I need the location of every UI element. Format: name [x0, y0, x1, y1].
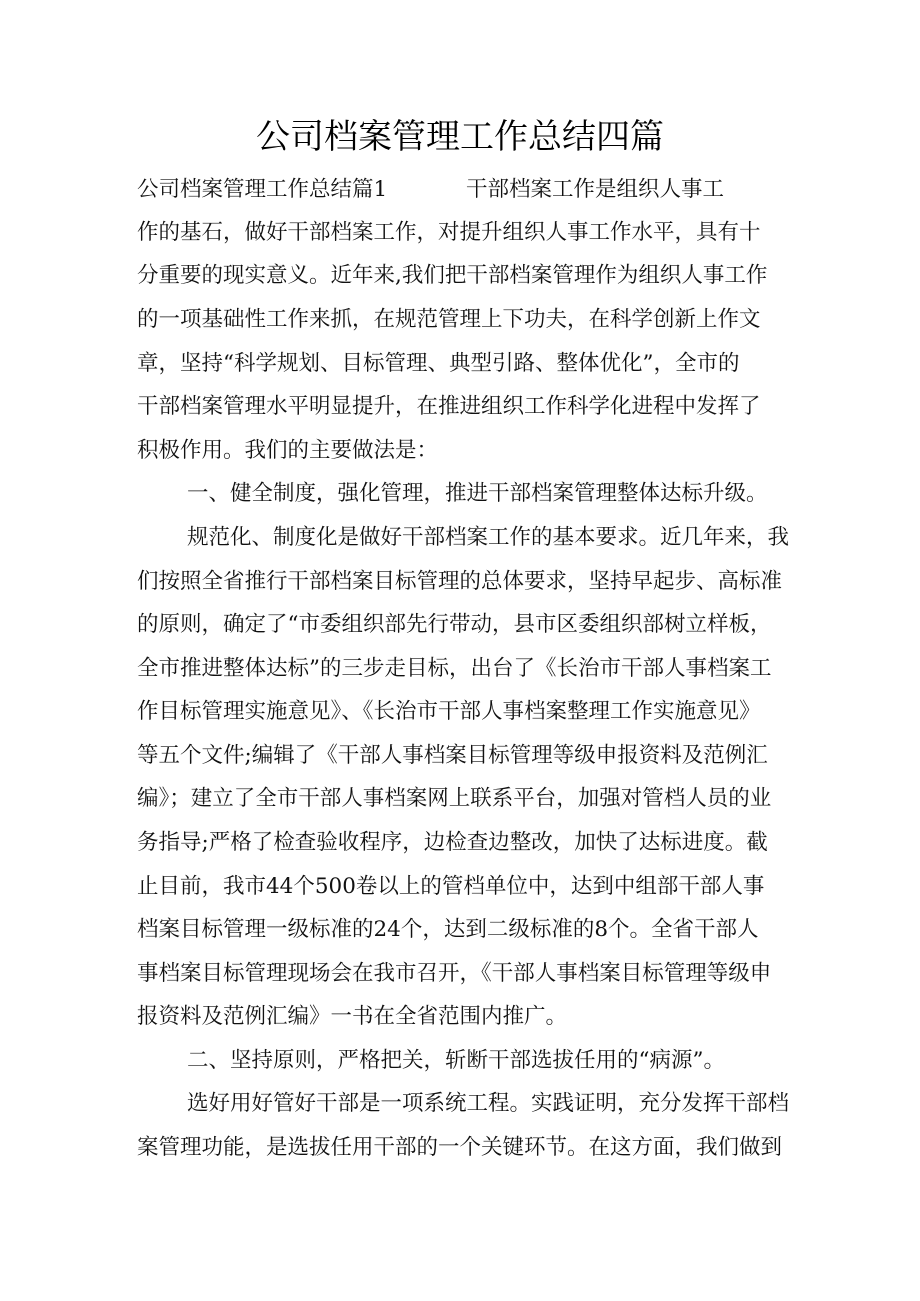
paragraph-line: 等五个文件;编辑了《干部人事档案目标管理等级申报资料及范例汇: [137, 743, 768, 768]
paragraph-line: 的原则，确定了“市委组织部先行带动，县市区委组织部树立样板，: [137, 612, 772, 637]
paragraph-line: 止目前，我市44个500卷以上的管档单位中，达到中组部干部人事: [137, 874, 765, 899]
paragraph-line: 积极作用。我们的主要做法是：: [137, 438, 439, 463]
paragraph-line: 作的基石，做好干部档案工作，对提升组织人事工作水平，具有十: [137, 220, 761, 245]
paragraph-line: 作目标管理实施意见》、《长治市干部人事档案整理工作实施意见》: [137, 699, 761, 724]
paragraph-line: 的一项基础性工作来抓，在规范管理上下功夫，在科学创新上作文: [137, 307, 761, 332]
paragraph-line: 报资料及范例汇编》一书在全省范围内推广。: [137, 1004, 568, 1029]
document-title: 公司档案管理工作总结四篇: [256, 117, 664, 157]
paragraph-line: 案管理功能，是选拔任用干部的一个关键环节。在这方面，我们做到: [137, 1135, 783, 1160]
paragraph-line: 档案目标管理一级标准的24个，达到二级标准的8个。全省干部人: [137, 917, 759, 942]
section-heading-two: 二、坚持原则，严格把关，斩断干部选拔任用的“病源”。: [187, 1048, 725, 1073]
paragraph-line: 分重要的现实意义。近年来,我们把干部档案管理作为组织人事工作: [137, 263, 768, 288]
section-heading-one: 一、健全制度，强化管理，推进干部档案管理整体达标升级。: [187, 481, 768, 506]
paragraph-line: 全市推进整体达标”的三步走目标，出台了《长治市干部人事档案工: [137, 656, 772, 681]
paragraph-line: 规范化、制度化是做好干部档案工作的基本要求。近几年来，我: [187, 525, 790, 550]
paragraph-line: 章，坚持“科学规划、目标管理、典型引路、整体优化”，全市的: [137, 351, 740, 376]
section-heading: 公司档案管理工作总结篇1: [137, 177, 388, 202]
paragraph-line: 务指导;严格了检查验收程序，边检查边整改，加快了达标进度。截: [137, 830, 768, 855]
paragraph-line: 选好用好管好干部是一项系统工程。实践证明，充分发挥干部档: [187, 1091, 790, 1116]
paragraph-line: 事档案目标管理现场会在我市召开，《干部人事档案目标管理等级申: [137, 961, 772, 986]
section-heading-continuation: 干部档案工作是组织人事工: [466, 177, 725, 202]
paragraph-line: 编》；建立了全市干部人事档案网上联系平台，加强对管档人员的业: [137, 786, 772, 811]
paragraph-line: 干部档案管理水平明显提升，在推进组织工作科学化进程中发挥了: [137, 394, 761, 419]
paragraph-line: 们按照全省推行干部档案目标管理的总体要求，坚持早起步、高标准: [137, 569, 783, 594]
